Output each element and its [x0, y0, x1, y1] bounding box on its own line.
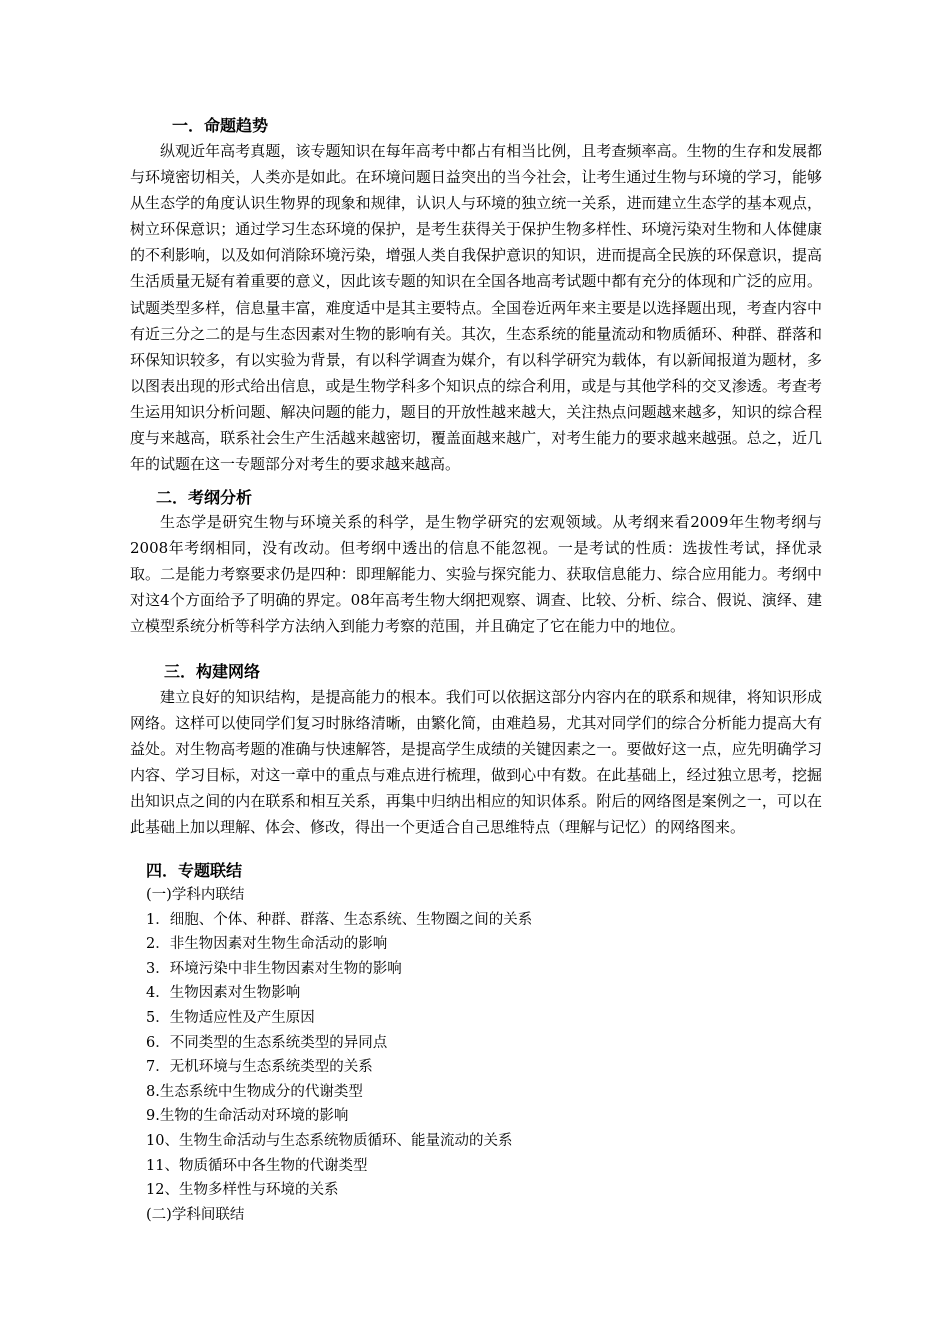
list-item: 9.生物的生命活动对环境的影响: [146, 1108, 349, 1125]
paragraph-syllabus: 生态学是研究生物与环境关系的科学，是生物学研究的宏观领域。从考纲来看2009年生物考纲与2008年考纲相同，没有改动。但考纲中透出的信息不能忽视。一是考试的性质：选拔性考试，择优录取。二是能力考察要求仍是四种：即理解能力、实验与探究能力、获取信息能力、综合应用能力。考纲中对这4个方面给予了明确的界定。08年高考生物大纲把观察、调查、比较、分析、综合、假说、演绎、建立模型系统分析等科学方法纳入到能力考察的范围，并且确定了它在能力中的地位。: [130, 513, 822, 636]
section-heading-syllabus: 二．考纲分析: [156, 488, 253, 507]
list-item: (一)学科内联结: [146, 887, 245, 903]
paragraph-network: 建立良好的知识结构，是提高能力的根本。我们可以依据这部分内容内在的联系和规律，将知识形成网络。这样可以使同学们复习时脉络清晰，由繁化简，由难趋易，尤其对同学们的综合分析能力提高大有益处。对生物高考题的准确与快速解答，是提高学生成绩的关键因素之一。要做好这一点，应先明确学习内容、学习目标，对这一章中的重点与难点进行梳理，做到心中有数。在此基础上，经过独立思考，挖掘出知识点之间的内在联系和相互关系，再集中归纳出相应的知识体系。附后的网络图是案例之一，可以在此基础上加以理解、体会、修改，得出一个更适合自己思维特点（理解与记忆）的网络图来。: [130, 688, 822, 837]
section-heading-network: 三．构建网络: [164, 662, 261, 681]
list-item: 4．生物因素对生物影响: [146, 985, 301, 1002]
list-item: 2．非生物因素对生物生命活动的影响: [146, 936, 388, 953]
list-item: 6．不同类型的生态系统类型的异同点: [146, 1034, 388, 1051]
section-heading-trend: 一．命题趋势: [172, 116, 269, 135]
paragraph-trend: 纵观近年高考真题，该专题知识在每年高考中都占有相当比例，且考查频率高。生物的生存和发展都与环境密切相关，人类亦是如此。在环境问题日益突出的当今社会，让考生通过生物与环境的学习，能够从生态学的角度认识生物界的现象和规律，认识人与环境的独立统一关系，进而建立生态学的基本观点，树立环保意识；通过学习生态环境的保护，是考生获得关于保护生物多样性、环境污染对生物和人体健康的不利影响，以及如何消除环境污染，增强人类自我保护意识的知识，进而提高全民族的环保意识，提高生活质量无疑有着重要的意义，因此该专题的知识在全国各地高考试题中都有充分的体现和广泛的应用。试题类型多样，信息量丰富，难度适中是其主要特点。全国卷近两年来主要是以选择题出现，考查内容中有近三分之二的是与生态因素对生物的影响有关。其次，生态系统的能量流动和物质循环、种群、群落和环保知识较多，有以实验为背景，有以科学调查为媒介，有以科学研究为载体，有以新闻报道为题材，多以图表出现的形式给出信息，或是生物学科多个知识点的综合利用，或是与其他学科的交叉渗透。考查考生运用知识分析问题、解决问题的能力，题目的开放性越来越大，关注热点问题越来越多，知识的综合程度与来越高，联系社会生产生活越来越密切，覆盖面越来越广，对考生能力的要求越来越强。总之，近几年的试题在这一专题部分对考生的要求越来越高。: [130, 142, 822, 474]
list-item: 11、物质循环中各生物的代谢类型: [146, 1157, 368, 1174]
list-item: 12、生物多样性与环境的关系: [146, 1182, 339, 1199]
section-heading-links: 四．专题联结: [146, 861, 243, 880]
list-item: 7．无机环境与生态系统类型的关系: [146, 1059, 373, 1076]
topic-link-list: [146, 883, 532, 1227]
list-item: 8.生态系统中生物成分的代谢类型: [146, 1083, 363, 1100]
list-item: (二)学科间联结: [146, 1206, 245, 1223]
list-item: 3．环境污染中非生物因素对生物的影响: [146, 960, 402, 977]
list-item: 5．生物适应性及产生原因: [146, 1009, 315, 1026]
list-item: 1．细胞、个体、种群、群落、生态系统、生物圈之间的关系: [146, 911, 533, 928]
list-item: 10、生物生命活动与生态系统物质循环、能量流动的关系: [146, 1132, 513, 1149]
